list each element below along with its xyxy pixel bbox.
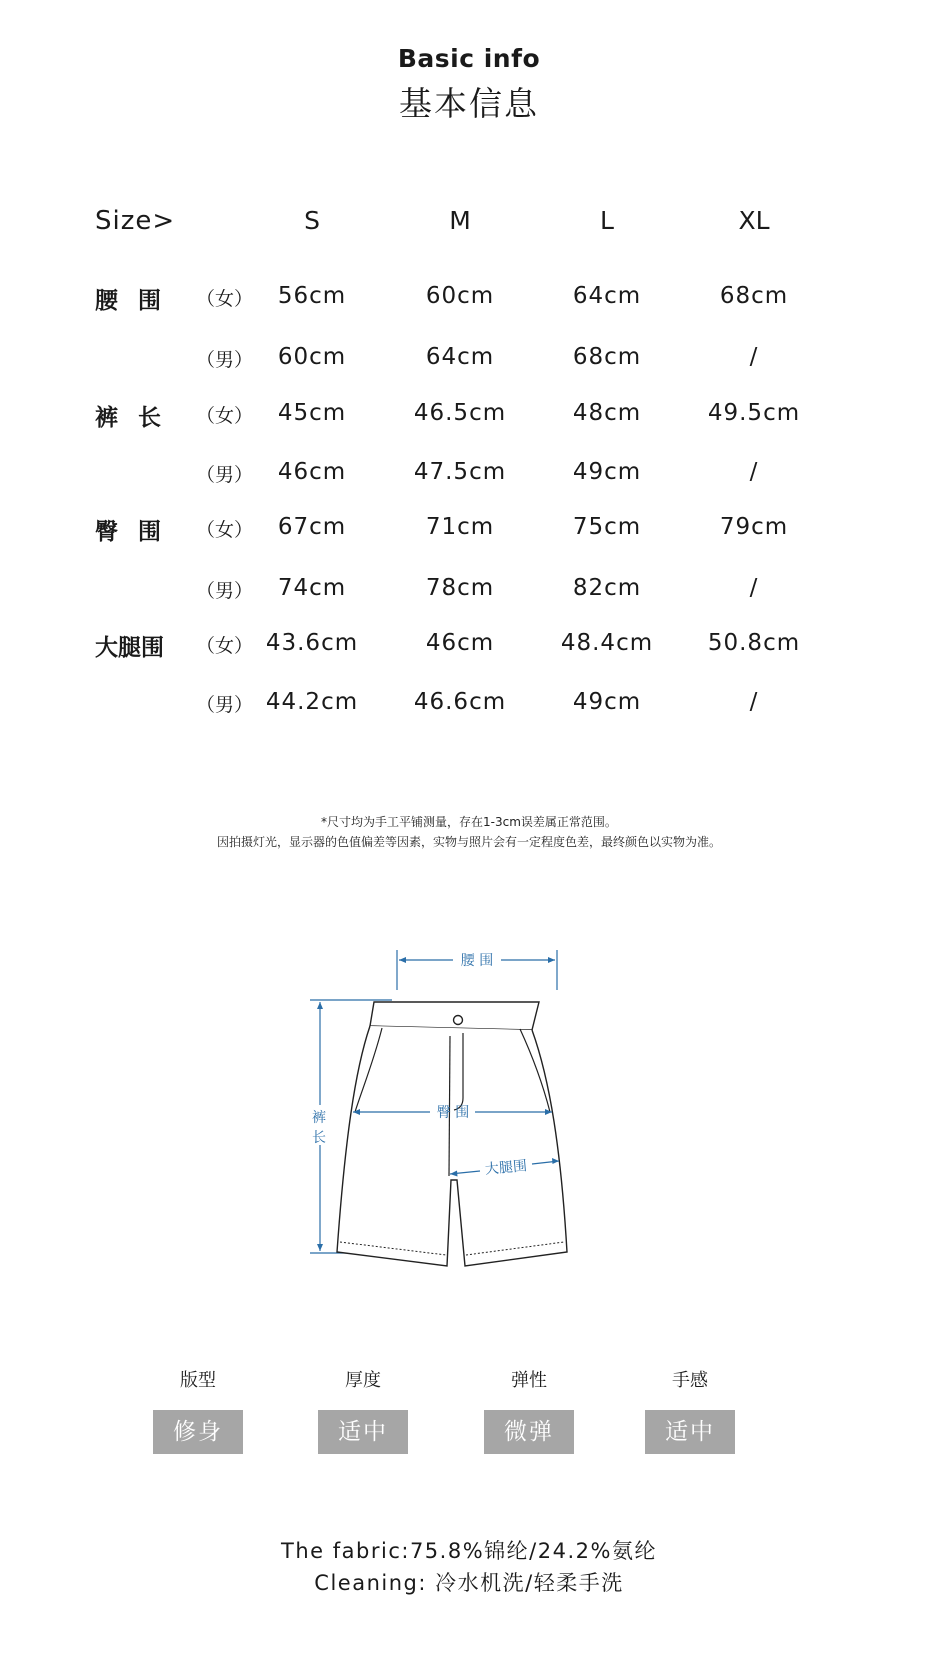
table-cell: 56cm [277, 283, 347, 309]
property-elasticity [484, 1366, 574, 1454]
length-dim-label-2: 长 [312, 1130, 326, 1146]
table-cell: 64cm [572, 283, 642, 309]
table-cell: / [749, 575, 759, 601]
shorts-diagram [310, 950, 620, 1290]
arrow-icon [399, 957, 406, 963]
property-label: 手感 [672, 1370, 708, 1391]
table-cell: 82cm [572, 575, 642, 601]
length-dim-label-1: 裤 [312, 1110, 326, 1126]
property-value-badge: 适中 [645, 1410, 735, 1454]
gender-label: （男） [196, 464, 254, 486]
table-cell: 48.4cm [560, 630, 654, 656]
row-label-length: 裤 长 [95, 405, 168, 431]
thigh-dim-label: 大腿围 [484, 1158, 528, 1178]
measurement-note: *尺寸均为手工平铺测量，存在1-3cm误差属正常范围。 [321, 815, 617, 829]
gender-label: （女） [196, 635, 254, 657]
property-label: 版型 [180, 1370, 216, 1391]
title-en: Basic info [397, 44, 541, 73]
fabric-info: The fabric:75.8%锦纶/24.2%氨纶 [281, 1539, 657, 1563]
arrow-icon [548, 957, 555, 963]
table-cell: 50.8cm [707, 630, 801, 656]
table-cell: / [749, 459, 759, 485]
gender-label: （女） [196, 288, 254, 310]
table-cell: 71cm [425, 514, 495, 540]
property-thickness [318, 1366, 408, 1454]
title-zh: 基本信息 [399, 84, 539, 123]
table-cell: 74cm [277, 575, 347, 601]
size-label: Size> [95, 206, 176, 236]
table-cell: 67cm [277, 514, 347, 540]
table-cell: 46cm [425, 630, 495, 656]
row-label-hip: 臀 围 [95, 519, 168, 545]
table-cell: 64cm [425, 344, 495, 370]
table-cell: 60cm [277, 344, 347, 370]
hip-dim-label: 臀 围 [436, 1105, 470, 1121]
row-label-waist: 腰 围 [95, 288, 168, 314]
property-value-badge: 微弹 [484, 1410, 574, 1454]
property-value-badge: 修身 [153, 1410, 243, 1454]
table-cell: 49cm [572, 459, 642, 485]
col-head-l: L [600, 206, 614, 235]
table-cell: 45cm [277, 400, 347, 426]
table-cell: 46cm [277, 459, 347, 485]
table-cell: 49cm [572, 689, 642, 715]
gender-label: （男） [196, 349, 254, 371]
property-fit [153, 1366, 243, 1454]
table-cell: 46.5cm [413, 400, 507, 426]
table-cell: / [749, 689, 759, 715]
col-head-xl: XL [738, 206, 770, 235]
gender-label: （男） [196, 694, 254, 716]
table-cell: 43.6cm [265, 630, 359, 656]
property-value-badge: 适中 [318, 1410, 408, 1454]
property-feel [645, 1366, 735, 1454]
row-label-thigh: 大腿围 [95, 635, 164, 661]
table-cell: 46.6cm [413, 689, 507, 715]
cleaning-info: Cleaning: 冷水机洗/轻柔手洗 [314, 1571, 624, 1595]
table-cell: 75cm [572, 514, 642, 540]
property-label: 厚度 [345, 1370, 381, 1391]
table-cell: 68cm [572, 344, 642, 370]
table-cell: 79cm [719, 514, 789, 540]
property-label: 弹性 [511, 1370, 547, 1391]
gender-label: （女） [196, 405, 254, 427]
gender-label: （女） [196, 519, 254, 541]
table-cell: 49.5cm [707, 400, 801, 426]
col-head-m: M [449, 206, 471, 235]
table-cell: 44.2cm [265, 689, 359, 715]
table-cell: 47.5cm [413, 459, 507, 485]
table-cell: / [749, 344, 759, 370]
table-cell: 60cm [425, 283, 495, 309]
gender-label: （男） [196, 580, 254, 602]
table-cell: 78cm [425, 575, 495, 601]
table-cell: 68cm [719, 283, 789, 309]
col-head-s: S [304, 206, 320, 235]
color-note: 因拍摄灯光，显示器的色值偏差等因素，实物与照片会有一定程度色差，最终颜色以实物为准。 [216, 835, 721, 849]
waist-dim-label: 腰 围 [460, 953, 494, 969]
table-cell: 48cm [572, 400, 642, 426]
waistband [370, 1002, 539, 1030]
arrow-icon [317, 1244, 323, 1251]
waist-button-icon [454, 1016, 463, 1025]
arrow-icon [317, 1002, 323, 1009]
